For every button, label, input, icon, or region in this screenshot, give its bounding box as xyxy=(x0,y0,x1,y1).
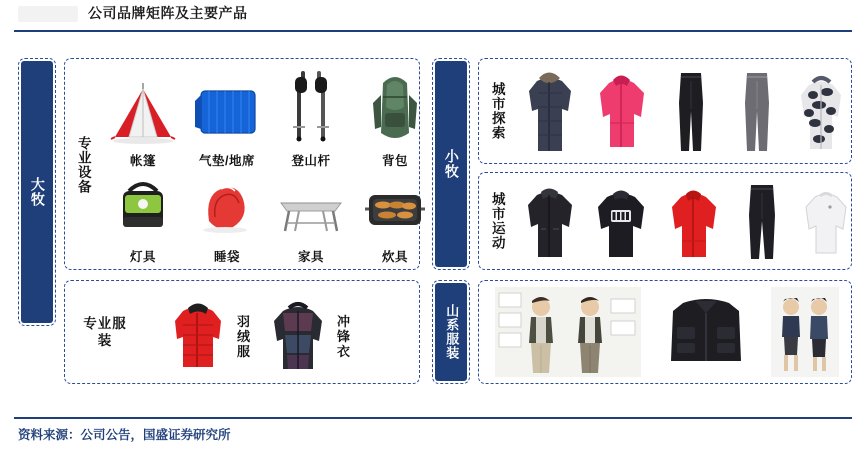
source-note: 资料来源：公司公告，国盛证券研究所 xyxy=(18,428,231,442)
product-sleepingbag xyxy=(189,165,265,264)
long-parka-icon xyxy=(517,63,581,159)
product-label-lamp: 灯具 xyxy=(129,250,156,264)
product-ue4 xyxy=(727,63,787,159)
product-us3 xyxy=(661,177,725,265)
product-ue3 xyxy=(661,63,721,159)
black-pants-icon xyxy=(661,63,721,159)
grey-pants-icon xyxy=(727,63,787,159)
product-label-shell-jacket: 冲锋衣 xyxy=(337,314,351,359)
brand-label-shanxi: 山系服装 xyxy=(435,283,467,381)
product-label-mat: 气垫/地席 xyxy=(199,154,255,168)
camo-jacket-icon xyxy=(791,63,851,159)
sleeping-mat-icon xyxy=(189,67,265,151)
product-us4 xyxy=(733,177,791,265)
trekking-pole-icon xyxy=(273,67,349,151)
product-us1 xyxy=(517,177,581,265)
pink-jacket-icon xyxy=(589,63,653,159)
product-us5 xyxy=(797,177,855,265)
page-title: 公司品牌矩阵及主要产品 xyxy=(88,5,248,21)
product-ue5 xyxy=(791,63,851,159)
camp-table-icon xyxy=(273,165,349,245)
brand-label-damu: 大牧 xyxy=(21,61,53,323)
product-ue1 xyxy=(517,63,581,159)
model-vest-pair-icon xyxy=(493,285,643,379)
tent-icon xyxy=(105,67,181,151)
brand-box-shanxi xyxy=(432,280,470,384)
group-professional-equipment xyxy=(64,58,420,270)
category-label-professional-equipment: 专业设备 xyxy=(75,136,91,194)
product-backpack xyxy=(357,67,433,168)
product-furniture xyxy=(273,165,349,264)
product-pole xyxy=(273,67,349,168)
white-longsleeve-icon xyxy=(797,177,855,265)
product-label-tent: 帐篷 xyxy=(129,154,156,168)
product-sx3 xyxy=(769,285,841,379)
black-hoodie-icon xyxy=(517,177,581,265)
product-sx2 xyxy=(651,285,761,379)
group-urban-sport xyxy=(478,172,852,270)
black-sweatpants-icon xyxy=(733,177,791,265)
product-sx1 xyxy=(493,285,643,379)
page-header xyxy=(0,0,866,30)
down-jacket-icon xyxy=(161,291,235,375)
grill-icon xyxy=(357,165,433,245)
group-urban-explore xyxy=(478,58,852,164)
product-cookware xyxy=(357,165,433,264)
category-label-urban-sport: 城市运动 xyxy=(489,192,505,250)
product-tent xyxy=(105,67,181,168)
product-ue2 xyxy=(589,63,653,159)
product-label-furniture: 家具 xyxy=(297,250,324,264)
black-vest-icon xyxy=(651,285,761,379)
product-label-cookware: 炊具 xyxy=(381,250,408,264)
sleeping-bag-icon xyxy=(189,165,265,245)
product-down-jacket xyxy=(161,291,251,375)
product-label-backpack: 背包 xyxy=(381,154,408,168)
product-shell-jacket xyxy=(261,291,351,375)
shell-jacket-icon xyxy=(261,291,335,375)
group-professional-apparel xyxy=(64,280,420,384)
category-label-professional-apparel: 专业服装 xyxy=(83,316,127,348)
footer-divider xyxy=(14,417,852,419)
product-us2 xyxy=(589,177,653,265)
group-shanxi-apparel xyxy=(478,280,852,384)
product-mat xyxy=(189,67,265,168)
brand-box-damu xyxy=(18,58,56,326)
product-label-pole: 登山杆 xyxy=(291,154,331,168)
category-label-urban-explore: 城市探索 xyxy=(489,82,505,140)
brand-box-xiaomu xyxy=(432,58,470,270)
product-lamp xyxy=(105,165,181,264)
red-jacket-icon xyxy=(661,177,725,265)
brand-label-xiaomu: 小牧 xyxy=(435,61,467,267)
print-hoodie-icon xyxy=(589,177,653,265)
header-divider xyxy=(14,30,852,32)
product-label-down-jacket: 羽绒服 xyxy=(237,314,251,359)
lantern-icon xyxy=(105,165,181,245)
backpack-icon xyxy=(357,67,433,151)
product-label-sleepingbag: 睡袋 xyxy=(213,250,240,264)
logo-placeholder-icon xyxy=(18,6,78,22)
model-tee-pair-icon xyxy=(769,285,841,379)
